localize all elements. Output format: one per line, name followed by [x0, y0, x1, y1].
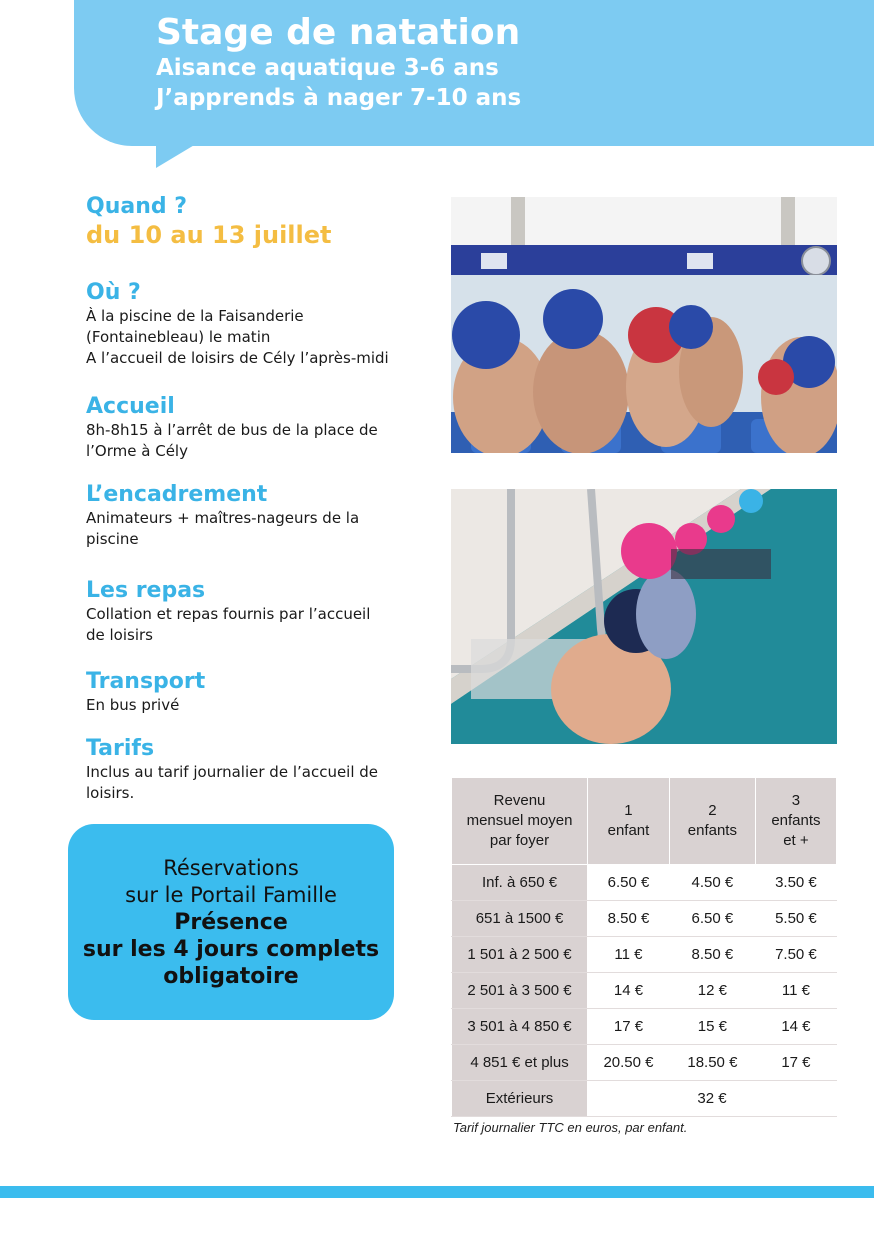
section-encadrement: [86, 482, 426, 550]
table-cell-label: 3 501 à 4 850 €: [452, 1009, 588, 1045]
table-cell-label: 1 501 à 2 500 €: [452, 937, 588, 973]
reservation-line: Réservations: [163, 855, 299, 880]
table-cell: 5.50 €: [755, 901, 836, 937]
table-cell-label: 651 à 1500 €: [452, 901, 588, 937]
reservation-line-bold: sur les 4 jours complets: [82, 936, 380, 962]
footer-bar: [0, 1186, 874, 1198]
section-accueil: [86, 394, 436, 462]
speech-bubble-tail: [156, 144, 196, 168]
section-title-tarifs: Tarifs: [86, 736, 155, 761]
table-row-exterieurs: [452, 1081, 837, 1117]
repas-line: Collation et repas fournis par l’accueil: [86, 605, 371, 623]
section-title-encadrement: L’encadrement: [86, 482, 268, 507]
ou-line: À la piscine de la Faisanderie: [86, 307, 304, 325]
section-ou: [86, 280, 446, 369]
table-cell: 3.50 €: [755, 865, 836, 901]
reservation-line: sur le Portail Famille: [125, 882, 337, 907]
table-row: [452, 937, 837, 973]
tarif-table: [451, 777, 837, 1117]
table-header-row: [452, 778, 837, 865]
table-cell: 8.50 €: [669, 937, 755, 973]
subtitle-aisance: Aisance aquatique 3-6 ans: [156, 55, 499, 81]
table-cell: 14 €: [755, 1009, 836, 1045]
repas-line: de loisirs: [86, 626, 153, 644]
section-title-repas: Les repas: [86, 578, 206, 603]
tarifs-line: loisirs.: [86, 784, 135, 802]
header-2-enfants: 2 enfants: [669, 778, 755, 865]
table-cell: 7.50 €: [755, 937, 836, 973]
photo-water-polo-kids: [451, 197, 837, 453]
transport-line: En bus privé: [86, 696, 180, 714]
table-cell: 6.50 €: [588, 865, 670, 901]
header-3-enfants: 3 enfants et +: [755, 778, 836, 865]
table-row: [452, 901, 837, 937]
ou-line: (Fontainebleau) le matin: [86, 328, 271, 346]
section-repas: [86, 578, 426, 646]
table-row: [452, 1045, 837, 1081]
section-tarifs: [86, 736, 426, 804]
header-1-enfant: 1 enfant: [588, 778, 670, 865]
table-cell-exterieurs-value: 32 €: [588, 1081, 837, 1117]
reservation-box: [68, 824, 394, 1020]
ou-line: A l’accueil de loisirs de Cély l’après-midi: [86, 349, 389, 367]
table-row: [452, 973, 837, 1009]
table-cell: 20.50 €: [588, 1045, 670, 1081]
header-revenu: Revenu mensuel moyen par foyer: [452, 778, 588, 865]
reservation-line-bold: Présence: [174, 909, 288, 935]
accueil-line: l’Orme à Cély: [86, 442, 188, 460]
table-cell: 6.50 €: [669, 901, 755, 937]
table-cell-label: Inf. à 650 €: [452, 865, 588, 901]
table-cell: 11 €: [755, 973, 836, 1009]
tarifs-line: Inclus au tarif journalier de l’accueil de: [86, 763, 379, 781]
table-cell: 15 €: [669, 1009, 755, 1045]
section-title-ou: Où ?: [86, 280, 141, 305]
table-cell-label: Extérieurs: [452, 1081, 588, 1117]
date-range: du 10 au 13 juillet: [86, 221, 332, 249]
table-note: Tarif journalier TTC en euros, par enfant.: [453, 1120, 688, 1135]
section-quand: [86, 194, 426, 250]
table-cell-label: 4 851 € et plus: [452, 1045, 588, 1081]
subtitle-apprends: J’apprends à nager 7-10 ans: [156, 85, 522, 111]
table-cell: 8.50 €: [588, 901, 670, 937]
table-cell-label: 2 501 à 3 500 €: [452, 973, 588, 1009]
table-cell: 17 €: [755, 1045, 836, 1081]
table-cell: 11 €: [588, 937, 670, 973]
table-cell: 14 €: [588, 973, 670, 1009]
page-title: Stage de natation: [156, 12, 521, 53]
table-cell: 12 €: [669, 973, 755, 1009]
table-row: [452, 1009, 837, 1045]
section-title-transport: Transport: [86, 669, 206, 694]
accueil-line: 8h-8h15 à l’arrêt de bus de la place de: [86, 421, 378, 439]
section-title-quand: Quand ?: [86, 194, 188, 219]
table-cell: 4.50 €: [669, 865, 755, 901]
table-cell: 17 €: [588, 1009, 670, 1045]
table-cell: 18.50 €: [669, 1045, 755, 1081]
section-title-accueil: Accueil: [86, 394, 175, 419]
encadrement-line: Animateurs + maîtres-nageurs de la: [86, 509, 360, 527]
reservation-line-bold: obligatoire: [163, 963, 299, 989]
encadrement-line: piscine: [86, 530, 139, 548]
table-row: [452, 865, 837, 901]
photo-pool-kids: [451, 489, 837, 744]
section-transport: [86, 669, 426, 716]
